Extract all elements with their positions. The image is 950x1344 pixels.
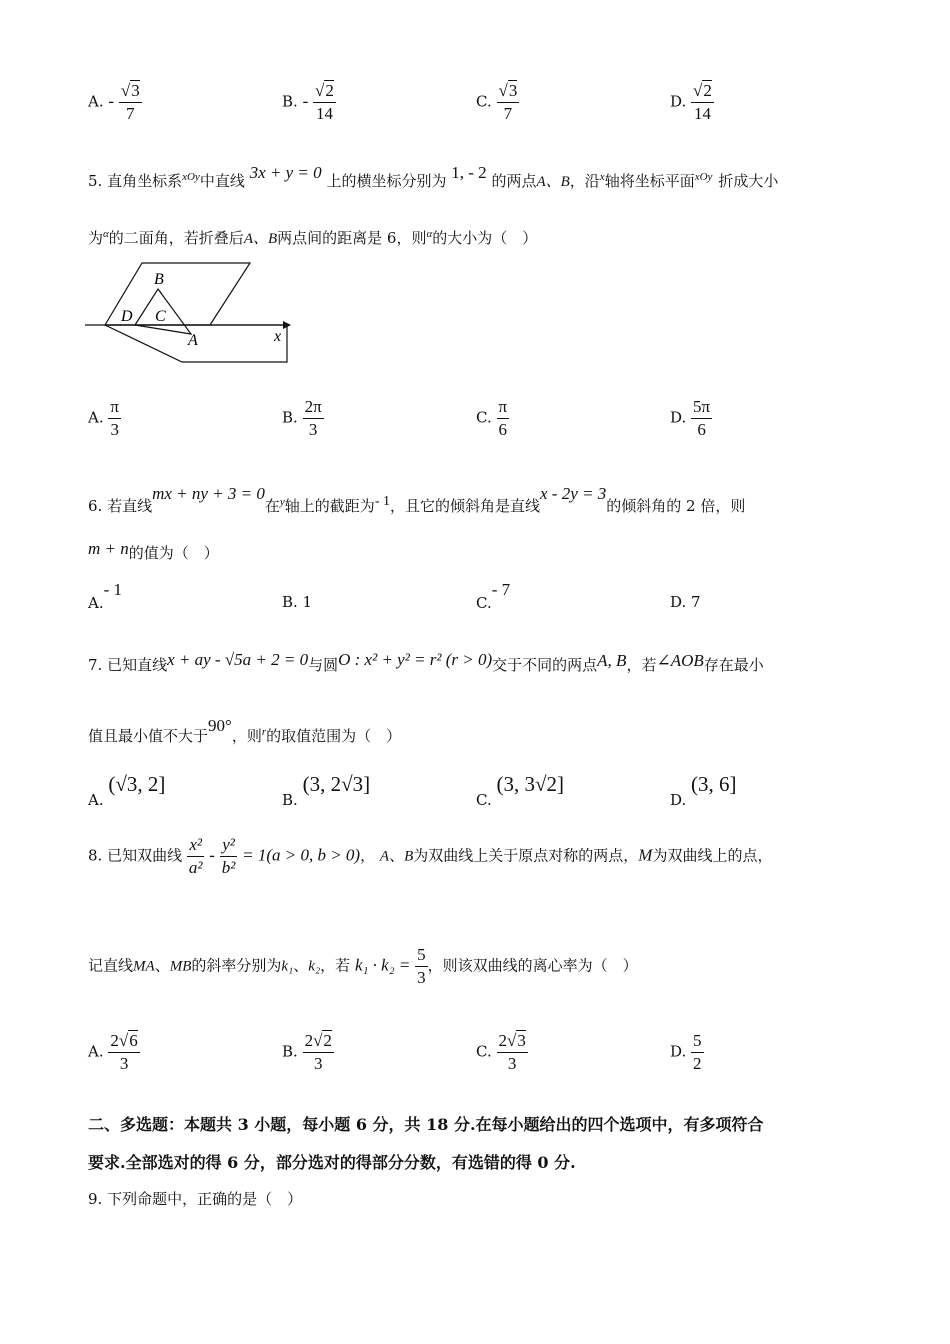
q6-text: 6. 若直线 <box>88 497 153 515</box>
q5-figure <box>85 258 300 368</box>
q5-option-b[interactable] <box>282 396 324 441</box>
q8-option-a[interactable] <box>88 1030 140 1075</box>
q7-option-d[interactable] <box>670 772 737 809</box>
q5-option-a[interactable] <box>88 396 121 441</box>
q8-k1: k₁ <box>281 958 294 975</box>
option-label: B. <box>282 408 298 427</box>
q5-text: 轴将坐标平面 <box>604 172 695 190</box>
option-fraction: $\frac{2√3}{3}$ <box>498 1031 526 1073</box>
q8-text: 的斜率分别为 <box>191 956 282 975</box>
q5-text: ，沿 <box>569 172 600 190</box>
section2-heading-line2: 要求.全部选对的得 6 分，部分选对的得部分分数，有选错的得 0 分. <box>88 1153 576 1172</box>
q8-line2 <box>88 944 638 989</box>
option-label: A. <box>88 408 104 427</box>
option-label: B. <box>282 791 298 809</box>
option-label: B. 1 <box>282 593 313 611</box>
q8-ma: MA <box>133 958 155 975</box>
q5-option-d[interactable] <box>670 396 712 441</box>
q5-text: 为 <box>88 229 104 247</box>
q5-xoy: xOy <box>182 171 200 183</box>
q8-frac-x: $\frac{\text{x²}}{\text{a²}}$ <box>188 835 203 877</box>
q5-x: x <box>599 171 605 183</box>
q7-line1 <box>88 650 764 675</box>
q8-text: 、 <box>154 956 170 975</box>
option-label: A. <box>88 594 104 612</box>
q8-k2: k₂ <box>308 958 321 975</box>
q5-points: A、B <box>243 231 278 247</box>
q7-text: ，则 <box>231 727 262 745</box>
q5-points: A、B <box>536 174 570 190</box>
q8-text: 为双曲线上的点， <box>652 846 773 865</box>
q7-r: r <box>261 726 267 738</box>
q6-line2 <box>88 539 219 563</box>
q4-option-d[interactable] <box>670 80 714 125</box>
q4-option-a[interactable] <box>88 80 142 125</box>
q8-text: 、 <box>389 846 405 865</box>
q8-text: 记直线 <box>88 956 134 975</box>
option-sign: - <box>108 91 115 111</box>
q7-points: A, B <box>597 651 627 670</box>
option-label: D. <box>670 92 687 111</box>
option-label: C. <box>476 594 492 612</box>
q8-product: k₁ · k₂ = <box>354 955 411 975</box>
option-label: B. <box>282 1042 298 1061</box>
q8-text: 为双曲线上关于原点对称的两点， <box>413 846 639 865</box>
q5-alpha: α <box>426 228 433 240</box>
q4-option-c[interactable] <box>476 80 519 125</box>
option-value: (3, 2√3] <box>302 772 371 796</box>
option-fraction: $\frac{5}{2}$ <box>693 1031 702 1073</box>
fig-label-d: D <box>121 308 133 325</box>
option-fraction: $\frac{2\pi}{3}$ <box>304 397 322 439</box>
q8-b: B <box>404 848 414 865</box>
option-fraction: $\frac{√2}{14}$ <box>693 81 712 123</box>
option-label: D. 7 <box>670 593 701 611</box>
option-label: D. <box>670 408 687 427</box>
fig-label-a: A <box>188 332 198 349</box>
q5-text: 的大小为（ ） <box>432 229 538 247</box>
q7-text: 与圆 <box>308 656 339 674</box>
option-value: - 7 <box>491 580 511 599</box>
option-label: C. <box>476 1042 492 1061</box>
q7-text: 7. 已知直线 <box>88 656 168 674</box>
q8-mb: MB <box>169 958 192 975</box>
q7-text: ，若 <box>626 656 657 674</box>
q8-m: M <box>638 845 653 865</box>
q7-line2 <box>88 716 402 746</box>
q8-text: ，若 <box>320 956 351 975</box>
q8-option-d[interactable] <box>670 1030 704 1075</box>
q6-line1 <box>88 484 746 516</box>
q7-option-b[interactable] <box>282 772 371 809</box>
q8-a: A <box>379 848 390 865</box>
fig-label-c: C <box>155 308 166 325</box>
q7-circle-equation: O : x² + y² = r² (r > 0) <box>338 650 493 669</box>
q6-option-c[interactable] <box>476 580 511 612</box>
option-label: D. <box>670 791 687 809</box>
q6-text: 的倾斜角的 2 倍，则 <box>606 497 746 515</box>
q8-line1: 8. 已知双曲线 $\frac{\text{x²}}{\text{a²}}$ - $\frac{\text{y²}}{\text{b²}}$ = 1(a > 0, b > 0)， A、B为双曲线上关于原点对称的两点，M为双曲线上的点， <box>88 835 773 877</box>
q6-text: 在 <box>264 497 280 515</box>
option-label: C. <box>476 791 492 809</box>
q5-option-c[interactable] <box>476 396 509 441</box>
q7-option-a[interactable] <box>88 772 166 809</box>
option-label: A. <box>88 92 104 111</box>
option-fraction: $\frac{\pi}{6}$ <box>498 397 508 439</box>
q8-option-b[interactable] <box>282 1030 334 1075</box>
q5-line-equation: 3x + y = 0 <box>249 163 322 182</box>
q5-text: 两点间的距离是 6，则 <box>277 229 427 247</box>
q5-text: 的两点 <box>491 172 537 190</box>
option-sign: - <box>302 91 309 111</box>
option-label: B. <box>282 92 298 111</box>
q7-degree: 90° <box>208 716 232 735</box>
option-fraction: $\frac{2√6}{3}$ <box>110 1031 138 1073</box>
q5-alpha: α <box>103 228 109 240</box>
q8-product-fraction: $\frac{5}{3}$ <box>417 945 426 987</box>
option-value: (3, 6] <box>691 772 737 796</box>
option-value: - 1 <box>103 580 123 599</box>
option-label: C. <box>476 408 492 427</box>
fig-label-b: B <box>154 271 164 288</box>
q5-line2 <box>88 227 537 248</box>
option-label: D. <box>670 1042 687 1061</box>
option-fraction: $\frac{√3}{7}$ <box>498 81 518 123</box>
option-label: A. <box>88 791 104 809</box>
q8-hyperbola-rest: = 1(a > 0, b > 0) <box>242 845 361 865</box>
q8-frac-y: $\frac{\text{y²}}{\text{b²}}$ <box>221 835 236 877</box>
q7-line-equation: x + ay - √5a + 2 = 0 <box>167 650 309 669</box>
fig-label-x: x <box>274 328 282 345</box>
q8-text: ，则该双曲线的离心率为（ ） <box>427 956 638 975</box>
q7-text: 的取值范围为（ ） <box>266 727 402 745</box>
q6-option-d[interactable] <box>670 593 701 611</box>
q5-text: 折成大小 <box>718 172 779 190</box>
q5-text: 上的横坐标分别为 <box>326 172 447 190</box>
q5-values: 1, - 2 <box>451 163 487 182</box>
q6-text: 的值为（ ） <box>128 544 219 562</box>
option-fraction: $\frac{√3}{7}$ <box>120 81 140 123</box>
q6-equation2: x - 2y = 3 <box>540 484 607 503</box>
option-label: C. <box>476 92 492 111</box>
q6-m-plus-n: m + n <box>88 539 129 558</box>
q6-option-b[interactable] <box>282 593 312 611</box>
q8-text: 、 <box>293 956 309 975</box>
q8-text: ， <box>360 846 376 865</box>
option-fraction: $\frac{\pi}{3}$ <box>110 397 119 439</box>
option-label: A. <box>88 1042 104 1061</box>
option-value: (3, 3√2] <box>496 772 565 796</box>
q6-intercept: - 1 <box>374 494 390 509</box>
q5-text: 中直线 <box>199 172 245 190</box>
q8-text: 8. 已知双曲线 <box>88 846 183 865</box>
q5-text: 5. 直角坐标系 <box>88 172 183 190</box>
q7-text: 存在最小 <box>703 656 764 674</box>
option-value: (√3, 2] <box>108 772 166 796</box>
q7-option-c[interactable] <box>476 772 565 809</box>
triangle-edge <box>158 289 162 294</box>
option-fraction: $\frac{2√2}{3}$ <box>304 1031 332 1073</box>
q6-text: 轴上的截距为 <box>284 497 375 515</box>
q6-text: ，且它的倾斜角是直线 <box>389 497 540 515</box>
option-fraction: $\frac{√2}{14}$ <box>315 81 334 123</box>
q7-text: 交于不同的两点 <box>492 656 598 674</box>
section2-heading-line1: 二、多选题：本题共 3 小题，每小题 6 分，共 18 分.在每小题给出的四个选项中，有多项符合 <box>88 1115 764 1134</box>
option-fraction: $\frac{5\pi}{6}$ <box>693 397 711 439</box>
q5-text: 的二面角，若折叠后 <box>108 229 244 247</box>
q7-text: 值且最小值不大于 <box>88 727 209 745</box>
q9-stem: 9. 下列命题中，正确的是（ ） <box>88 1190 303 1208</box>
q4-option-b[interactable] <box>282 80 336 125</box>
q8-option-c[interactable] <box>476 1030 528 1075</box>
q7-angle: ∠AOB <box>656 651 704 670</box>
q6-y: y <box>279 496 285 508</box>
q6-equation1: mx + ny + 3 = 0 <box>152 484 265 503</box>
q6-option-a[interactable] <box>88 580 123 612</box>
q5-xoy: xOy <box>694 171 713 183</box>
q5-line1 <box>88 163 779 191</box>
